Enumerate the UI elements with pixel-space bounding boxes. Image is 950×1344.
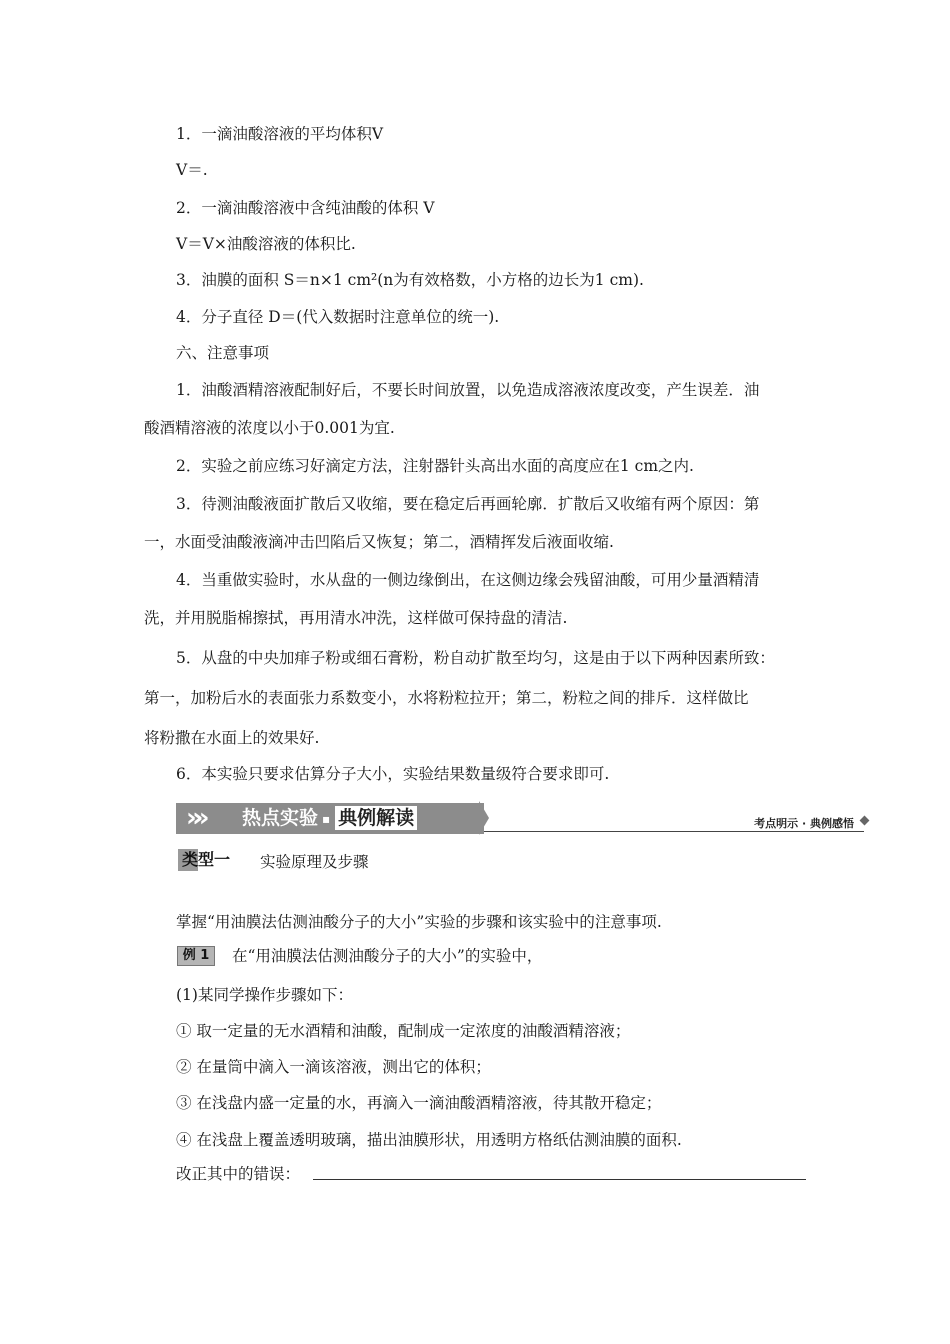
formula-4: 4．分子直径 D＝(代入数据时注意单位的统一). <box>176 308 500 326</box>
step-4: ④ 在浅盘上覆盖透明玻璃，描出油膜形状，用透明方格纸估测油膜的面积. <box>176 1131 682 1149</box>
step-3: ③ 在浅盘内盛一定量的水，再滴入一滴油酸酒精溶液，待其散开稳定； <box>176 1094 662 1112</box>
note-6: 6．本实验只要求估算分子大小，实验结果数量级符合要求即可. <box>176 765 610 783</box>
step-1: ① 取一定量的无水酒精和油酸，配制成一定浓度的油酸酒精溶液； <box>176 1022 631 1040</box>
note-4-line-1: 4．当重做实验时，水从盘的一侧边缘倒出，在这侧边缘会残留油酸，可用少量酒精清 <box>176 571 760 589</box>
note-5-line-2: 第一，加粉后水的表面张力系数变小，水将粉粒拉开；第二，粉粒之间的排斥．这样做比 <box>144 689 749 707</box>
banner-subtitle: 考点明示 · 典例感悟 <box>754 817 854 830</box>
answer-label: 改正其中的错误： <box>176 1165 301 1183</box>
note-4-line-2: 洗，并用脱脂棉擦拭，再用清水冲洗，这样做可保持盘的清洁. <box>144 609 568 627</box>
type-intro: 掌握“用油膜法估测油酸分子的大小”实验的步骤和该实验中的注意事项. <box>176 913 662 931</box>
chevron-right-icon: »» <box>186 803 200 833</box>
note-5-line-3: 将粉撒在水面上的效果好. <box>144 729 320 747</box>
section-banner <box>176 801 868 837</box>
banner-title-left: 热点实验 <box>242 807 319 829</box>
diamond-icon <box>860 816 870 826</box>
type-title: 实验原理及步骤 <box>260 853 369 871</box>
example-stem: 在“用油膜法估测油酸分子的大小”的实验中， <box>232 947 543 965</box>
banner-separator: ▪ <box>322 811 331 826</box>
banner-tail <box>479 801 489 835</box>
note-1-line-1: 1．油酸酒精溶液配制好后，不要长时间放置，以免造成溶液浓度改变，产生误差．油 <box>176 381 760 399</box>
banner-rule <box>484 831 864 832</box>
question-1: (1)某同学操作步骤如下： <box>176 986 353 1004</box>
step-2: ② 在量筒中滴入一滴该溶液，测出它的体积； <box>176 1058 491 1076</box>
type-tag-label: 类型一 <box>182 850 231 869</box>
formula-2-title: 2．一滴油酸溶液中含纯油酸的体积 V <box>176 199 435 217</box>
note-3-line-1: 3．待测油酸液面扩散后又收缩，要在稳定后再画轮廓．扩散后又收缩有两个原因：第 <box>176 495 760 513</box>
banner-title <box>242 806 417 831</box>
example-badge: 例 1 <box>177 946 215 966</box>
formula-2-equation: V＝V×油酸溶液的体积比. <box>176 235 356 253</box>
banner-title-right: 典例解读 <box>335 806 417 830</box>
notes-heading: 六、注意事项 <box>176 344 270 362</box>
note-5-line-1: 5．从盘的中央加痱子粉或细石膏粉，粉自动扩散至均匀，这是由于以下两种因素所致： <box>176 649 775 667</box>
formula-3: 3．油膜的面积 S＝n×1 cm²(n为有效格数，小方格的边长为1 cm). <box>176 271 644 289</box>
formula-1-equation: V＝. <box>176 161 208 179</box>
type-tag <box>178 849 242 871</box>
note-2: 2．实验之前应练习好滴定方法，注射器针头高出水面的高度应在1 cm之内. <box>176 457 694 475</box>
note-3-line-2: 一，水面受油酸液滴冲击凹陷后又恢复；第二，酒精挥发后液面收缩. <box>144 533 614 551</box>
answer-blank-line[interactable] <box>313 1179 806 1180</box>
formula-1-title: 1．一滴油酸溶液的平均体积V <box>176 125 384 143</box>
note-1-line-2: 酸酒精溶液的浓度以小于0.001为宜. <box>144 419 395 437</box>
